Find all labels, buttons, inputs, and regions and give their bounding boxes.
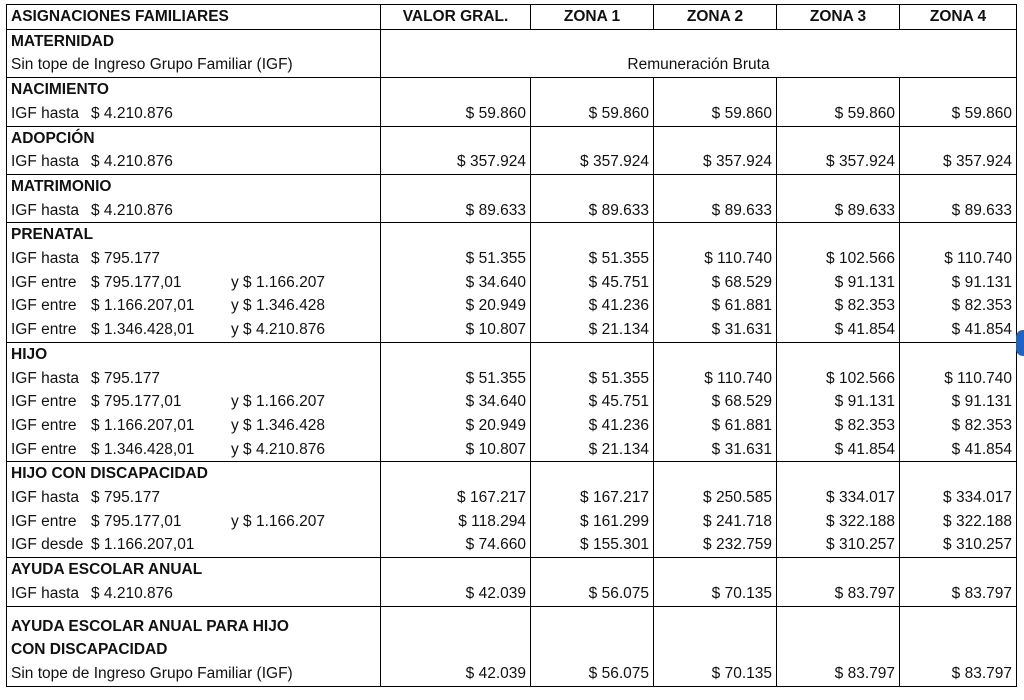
igf-amount-to: y $ 1.346.428 — [231, 297, 325, 315]
value-zona-4: $ 322.188 — [900, 510, 1017, 534]
value-zona-1: $ 41.236 — [531, 414, 654, 438]
igf-amount-from: $ 795.177,01 — [91, 273, 182, 291]
value-valor-gral: $ 20.949 — [381, 414, 531, 438]
igf-prefix: IGF hasta — [11, 104, 80, 122]
value-zona-4: $ 334.017 — [900, 486, 1017, 510]
igf-range-label — [7, 367, 381, 391]
value-zona-2: $ 31.631 — [654, 318, 777, 342]
value-zona-1: $ 51.355 — [531, 247, 654, 271]
igf-amount-to: y $ 1.166.207 — [231, 512, 325, 530]
value-zona-1: $ 161.299 — [531, 510, 654, 534]
value-zona-1: $ 21.134 — [531, 318, 654, 342]
value-zona-4: $ 310.257 — [900, 533, 1017, 557]
igf-prefix: IGF entre — [11, 297, 77, 315]
igf-range-label — [7, 271, 381, 295]
igf-range-label — [7, 510, 381, 534]
table-row — [7, 367, 1017, 391]
ayuda-title-row — [7, 558, 1017, 582]
value-zona-1: $ 155.301 — [531, 533, 654, 557]
value-valor-gral: $ 51.355 — [381, 247, 531, 271]
nacimiento-title: NACIMIENTO — [7, 78, 381, 102]
value-zona-2: $ 61.881 — [654, 294, 777, 318]
value-zona-3: $ 82.353 — [777, 294, 900, 318]
hijo-disc-title-row — [7, 462, 1017, 486]
igf-amount-from: $ 795.177,01 — [91, 512, 182, 530]
igf-amount-from: $ 795.177 — [91, 489, 160, 507]
value-zona-2: $ 357.924 — [654, 150, 777, 174]
value-valor-gral: $ 34.640 — [381, 271, 531, 295]
igf-amount-from: $ 4.210.876 — [91, 584, 173, 602]
igf-prefix: IGF entre — [11, 321, 77, 339]
header-zona-3: ZONA 3 — [777, 5, 900, 30]
value-valor-gral: $ 10.807 — [381, 438, 531, 462]
ayuda-disc-zona-1: $ 56.075 — [531, 662, 654, 686]
maternidad-title: MATERNIDAD — [7, 29, 381, 53]
igf-range-label — [7, 102, 381, 126]
header-valor-gral: VALOR GRAL. — [381, 5, 531, 30]
remuneracion-bruta-text: Remuneración Bruta — [627, 56, 770, 74]
igf-prefix: IGF hasta — [11, 153, 80, 171]
igf-amount-from: $ 1.166.207,01 — [91, 536, 195, 554]
value-valor-gral: $ 74.660 — [381, 533, 531, 557]
value-valor-gral: $ 59.860 — [381, 102, 531, 126]
igf-prefix: IGF entre — [11, 416, 77, 434]
ayuda-disc-title2-row — [7, 638, 1017, 662]
header-zona-1: ZONA 1 — [531, 5, 654, 30]
ayuda-disc-title1-row — [7, 606, 1017, 638]
igf-amount-to: y $ 4.210.876 — [231, 321, 325, 339]
maternidad-desc: Sin tope de Ingreso Grupo Familiar (IGF) — [7, 53, 381, 77]
igf-prefix: IGF entre — [11, 393, 77, 411]
prenatal-title-row — [7, 223, 1017, 247]
igf-amount-to: y $ 1.166.207 — [231, 273, 325, 291]
table-row — [7, 150, 1017, 174]
hijo-title-row — [7, 342, 1017, 366]
igf-range-label — [7, 294, 381, 318]
value-zona-2: $ 232.759 — [654, 533, 777, 557]
value-zona-3: $ 102.566 — [777, 367, 900, 391]
igf-prefix: IGF hasta — [11, 201, 80, 219]
maternidad-note — [381, 29, 1017, 77]
igf-amount-from: $ 1.166.207,01 — [91, 297, 195, 315]
value-zona-4: $ 110.740 — [900, 367, 1017, 391]
igf-prefix: IGF hasta — [11, 369, 80, 387]
header-row — [7, 5, 1017, 30]
igf-amount-from: $ 795.177 — [91, 250, 160, 268]
igf-prefix: IGF hasta — [11, 489, 80, 507]
igf-range-label — [7, 390, 381, 414]
value-zona-2: $ 241.718 — [654, 510, 777, 534]
table-row — [7, 486, 1017, 510]
value-zona-2: $ 68.529 — [654, 390, 777, 414]
value-zona-1: $ 167.217 — [531, 486, 654, 510]
igf-prefix: IGF entre — [11, 512, 77, 530]
igf-amount-to: y $ 1.346.428 — [231, 416, 325, 434]
value-zona-4: $ 83.797 — [900, 582, 1017, 606]
header-asignaciones: ASIGNACIONES FAMILIARES — [7, 5, 381, 30]
adopcion-title-row — [7, 126, 1017, 150]
value-zona-1: $ 357.924 — [531, 150, 654, 174]
igf-prefix: IGF hasta — [11, 250, 80, 268]
table-row — [7, 582, 1017, 606]
value-valor-gral: $ 34.640 — [381, 390, 531, 414]
value-zona-4: $ 82.353 — [900, 294, 1017, 318]
ayuda-disc-desc: Sin tope de Ingreso Grupo Familiar (IGF) — [7, 662, 381, 686]
value-zona-4: $ 91.131 — [900, 390, 1017, 414]
igf-range-label — [7, 582, 381, 606]
igf-amount-from: $ 1.346.428,01 — [91, 321, 195, 339]
value-valor-gral: $ 357.924 — [381, 150, 531, 174]
adopcion-title: ADOPCIÓN — [7, 126, 381, 150]
value-valor-gral: $ 118.294 — [381, 510, 531, 534]
ayuda-disc-value-row — [7, 662, 1017, 686]
value-zona-3: $ 41.854 — [777, 438, 900, 462]
value-zona-4: $ 89.633 — [900, 199, 1017, 223]
value-zona-1: $ 56.075 — [531, 582, 654, 606]
igf-prefix: IGF hasta — [11, 584, 80, 602]
value-zona-2: $ 31.631 — [654, 438, 777, 462]
ayuda-title: AYUDA ESCOLAR ANUAL — [7, 558, 381, 582]
ayuda-disc-zona-2: $ 70.135 — [654, 662, 777, 686]
value-zona-3: $ 59.860 — [777, 102, 900, 126]
table-row — [7, 271, 1017, 295]
ayuda-disc-title2: CON DISCAPACIDAD — [7, 638, 381, 662]
igf-amount-from: $ 1.166.207,01 — [91, 416, 195, 434]
igf-amount-from: $ 4.210.876 — [91, 104, 173, 122]
value-zona-4: $ 59.860 — [900, 102, 1017, 126]
prenatal-title: PRENATAL — [7, 223, 381, 247]
value-zona-2: $ 59.860 — [654, 102, 777, 126]
ayuda-disc-zona-3: $ 83.797 — [777, 662, 900, 686]
value-valor-gral: $ 51.355 — [381, 367, 531, 391]
value-zona-4: $ 82.353 — [900, 414, 1017, 438]
value-zona-3: $ 357.924 — [777, 150, 900, 174]
igf-range-label — [7, 247, 381, 271]
ayuda-disc-title1: AYUDA ESCOLAR ANUAL PARA HIJO — [7, 606, 381, 638]
value-zona-2: $ 110.740 — [654, 247, 777, 271]
value-zona-4: $ 357.924 — [900, 150, 1017, 174]
igf-amount-from: $ 795.177 — [91, 369, 160, 387]
asignaciones-table — [6, 4, 1017, 687]
header-zona-4: ZONA 4 — [900, 5, 1017, 30]
maternidad-title-row — [7, 29, 1017, 53]
value-zona-3: $ 83.797 — [777, 582, 900, 606]
table-row — [7, 510, 1017, 534]
igf-amount-to: y $ 1.166.207 — [231, 393, 325, 411]
table-row — [7, 102, 1017, 126]
header-zona-2: ZONA 2 — [654, 5, 777, 30]
value-valor-gral: $ 89.633 — [381, 199, 531, 223]
value-zona-3: $ 91.131 — [777, 271, 900, 295]
value-zona-2: $ 250.585 — [654, 486, 777, 510]
value-zona-3: $ 102.566 — [777, 247, 900, 271]
igf-amount-to: y $ 4.210.876 — [231, 440, 325, 458]
value-zona-2: $ 61.881 — [654, 414, 777, 438]
scroll-indicator-dot[interactable] — [1016, 330, 1024, 356]
value-valor-gral: $ 10.807 — [381, 318, 531, 342]
igf-range-label — [7, 318, 381, 342]
value-zona-2: $ 110.740 — [654, 367, 777, 391]
matrimonio-title-row — [7, 174, 1017, 198]
value-zona-1: $ 59.860 — [531, 102, 654, 126]
table-row — [7, 533, 1017, 557]
table-row — [7, 294, 1017, 318]
value-zona-1: $ 89.633 — [531, 199, 654, 223]
matrimonio-title: MATRIMONIO — [7, 174, 381, 198]
igf-range-label — [7, 150, 381, 174]
table-row — [7, 247, 1017, 271]
value-valor-gral: $ 167.217 — [381, 486, 531, 510]
table-row — [7, 390, 1017, 414]
igf-range-label — [7, 438, 381, 462]
value-zona-4: $ 41.854 — [900, 438, 1017, 462]
igf-range-label — [7, 199, 381, 223]
nacimiento-title-row — [7, 78, 1017, 102]
igf-amount-from: $ 1.346.428,01 — [91, 440, 195, 458]
value-zona-2: $ 89.633 — [654, 199, 777, 223]
value-zona-3: $ 91.131 — [777, 390, 900, 414]
igf-prefix: IGF desde — [11, 536, 84, 554]
value-zona-2: $ 68.529 — [654, 271, 777, 295]
igf-amount-from: $ 795.177,01 — [91, 393, 182, 411]
value-zona-3: $ 334.017 — [777, 486, 900, 510]
value-zona-4: $ 110.740 — [900, 247, 1017, 271]
igf-amount-from: $ 4.210.876 — [91, 153, 173, 171]
hijo-title: HIJO — [7, 342, 381, 366]
table-row — [7, 414, 1017, 438]
ayuda-disc-valor-gral: $ 42.039 — [381, 662, 531, 686]
igf-prefix: IGF entre — [11, 440, 77, 458]
table-row — [7, 199, 1017, 223]
value-zona-4: $ 41.854 — [900, 318, 1017, 342]
table-row — [7, 438, 1017, 462]
value-zona-1: $ 51.355 — [531, 367, 654, 391]
value-zona-3: $ 310.257 — [777, 533, 900, 557]
value-zona-3: $ 89.633 — [777, 199, 900, 223]
value-valor-gral: $ 20.949 — [381, 294, 531, 318]
ayuda-disc-zona-4: $ 83.797 — [900, 662, 1017, 686]
value-zona-1: $ 45.751 — [531, 390, 654, 414]
value-zona-4: $ 91.131 — [900, 271, 1017, 295]
value-zona-1: $ 45.751 — [531, 271, 654, 295]
value-zona-1: $ 41.236 — [531, 294, 654, 318]
value-zona-3: $ 41.854 — [777, 318, 900, 342]
igf-range-label — [7, 533, 381, 557]
igf-prefix: IGF entre — [11, 273, 77, 291]
hijo-disc-title: HIJO CON DISCAPACIDAD — [7, 462, 381, 486]
value-zona-2: $ 70.135 — [654, 582, 777, 606]
igf-amount-from: $ 4.210.876 — [91, 201, 173, 219]
value-zona-3: $ 82.353 — [777, 414, 900, 438]
asignaciones-table-sheet — [6, 4, 1016, 692]
value-valor-gral: $ 42.039 — [381, 582, 531, 606]
igf-range-label — [7, 414, 381, 438]
value-zona-3: $ 322.188 — [777, 510, 900, 534]
value-zona-1: $ 21.134 — [531, 438, 654, 462]
igf-range-label — [7, 486, 381, 510]
table-row — [7, 318, 1017, 342]
